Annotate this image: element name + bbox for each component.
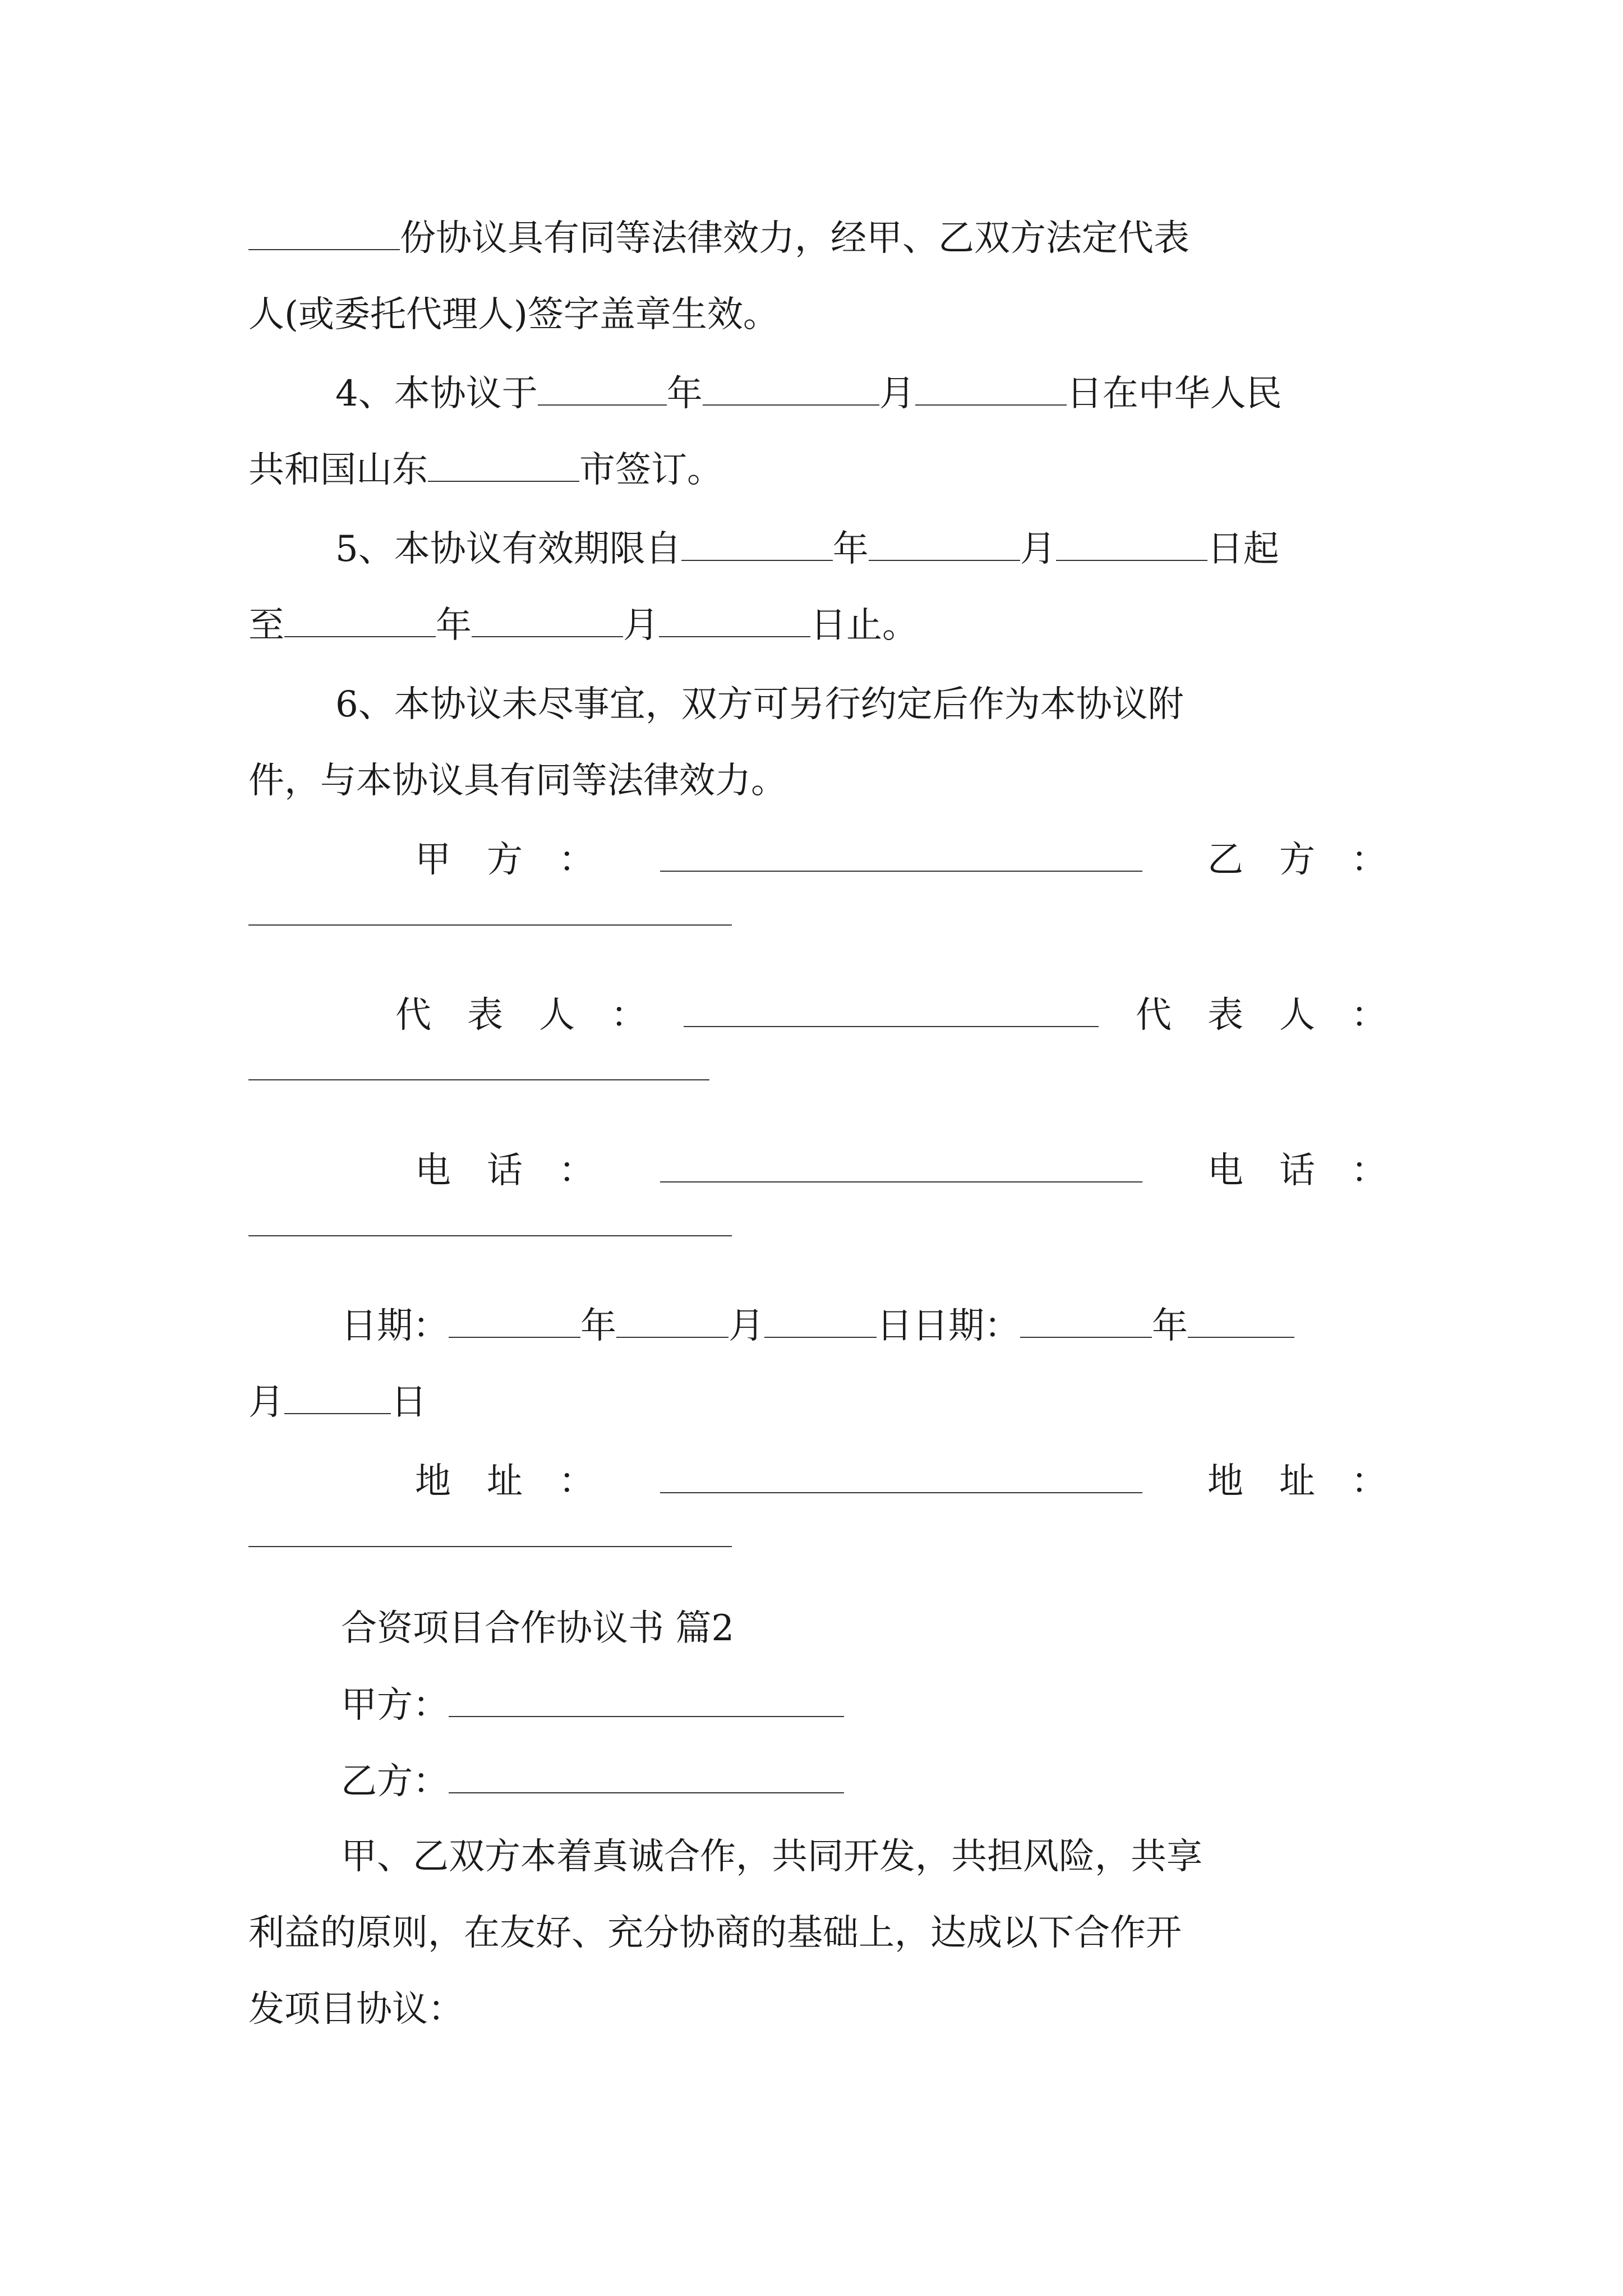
phone-a-line (660, 1149, 1142, 1182)
clause-5-line-2: 至 年 月 日止。 (248, 605, 918, 646)
clause-4-line-1: 4、本协议于 年 月 日在中华人民 (335, 373, 1282, 415)
fill-blank (248, 217, 400, 250)
fill-blank (869, 527, 1020, 561)
address-b-line (248, 1546, 732, 1547)
fill-blank (915, 372, 1067, 406)
paragraph-line: 人(或委托代理人)签字盖章生效。 (248, 294, 779, 335)
signature-party-row: 甲 方 ： 乙 方 ： (415, 839, 1387, 881)
fill-blank (284, 604, 436, 637)
signature-date-row-2: 月 日 (248, 1382, 427, 1423)
signature-address-row: 地 址 ： 地 址 ： (415, 1461, 1387, 1502)
section-2-title: 合资项目合作协议书 篇2 (341, 1608, 735, 1649)
fill-blank (1056, 527, 1207, 561)
fill-blank (659, 604, 810, 637)
fill-blank (284, 1381, 391, 1414)
fill-blank (703, 372, 879, 406)
clause-6-line-1: 6、本协议未尽事宜，双方可另行约定后作为本协议附 (335, 684, 1184, 725)
phone-b-line (248, 1235, 732, 1236)
section-2-intro-line-1: 甲、乙双方本着真诚合作，共同开发，共担风险，共享 (341, 1836, 1202, 1878)
fill-blank (538, 372, 667, 406)
signature-date-row: 日期： 年 月 日日期： 年 (341, 1304, 1393, 1349)
section-2-intro-line-2: 利益的原则，在友好、充分协商的基础上，达成以下合作开 (248, 1912, 1182, 1954)
paragraph-line: 份协议具有同等法律效力，经甲、乙双方法定代表 (248, 216, 1387, 261)
clause-6-line-2: 件，与本协议具有同等法律效力。 (248, 760, 787, 802)
fill-blank (1188, 1304, 1294, 1338)
signature-rep-row: 代 表 人 ： 代 表 人 ： (395, 995, 1387, 1036)
address-a-line (660, 1460, 1142, 1493)
fill-blank (681, 527, 833, 561)
signature-phone-row: 电 话 ： 电 话 ： (415, 1150, 1387, 1191)
party-a-fill-line (449, 1683, 844, 1717)
fill-blank (449, 1304, 580, 1338)
party-b-signature-line (248, 924, 732, 926)
party-a-signature-line (660, 838, 1142, 872)
fill-blank (428, 448, 579, 482)
clause-4-line-2: 共和国山东 市签订。 (248, 449, 723, 491)
section-2-party-a: 甲方： (341, 1683, 1393, 1728)
fill-blank (1020, 1304, 1152, 1338)
rep-a-signature-line (684, 993, 1099, 1027)
section-2-intro-line-3: 发项目协议： (248, 1989, 464, 2030)
rep-b-signature-line (248, 1079, 709, 1080)
clause-5-line-1: 5、本协议有效期限自 年 月 日起 (335, 528, 1279, 570)
fill-blank (764, 1304, 877, 1338)
section-2-party-b: 乙方： (341, 1759, 1393, 1804)
fill-blank (616, 1304, 728, 1338)
fill-blank (472, 604, 623, 637)
party-b-fill-line (449, 1760, 844, 1793)
